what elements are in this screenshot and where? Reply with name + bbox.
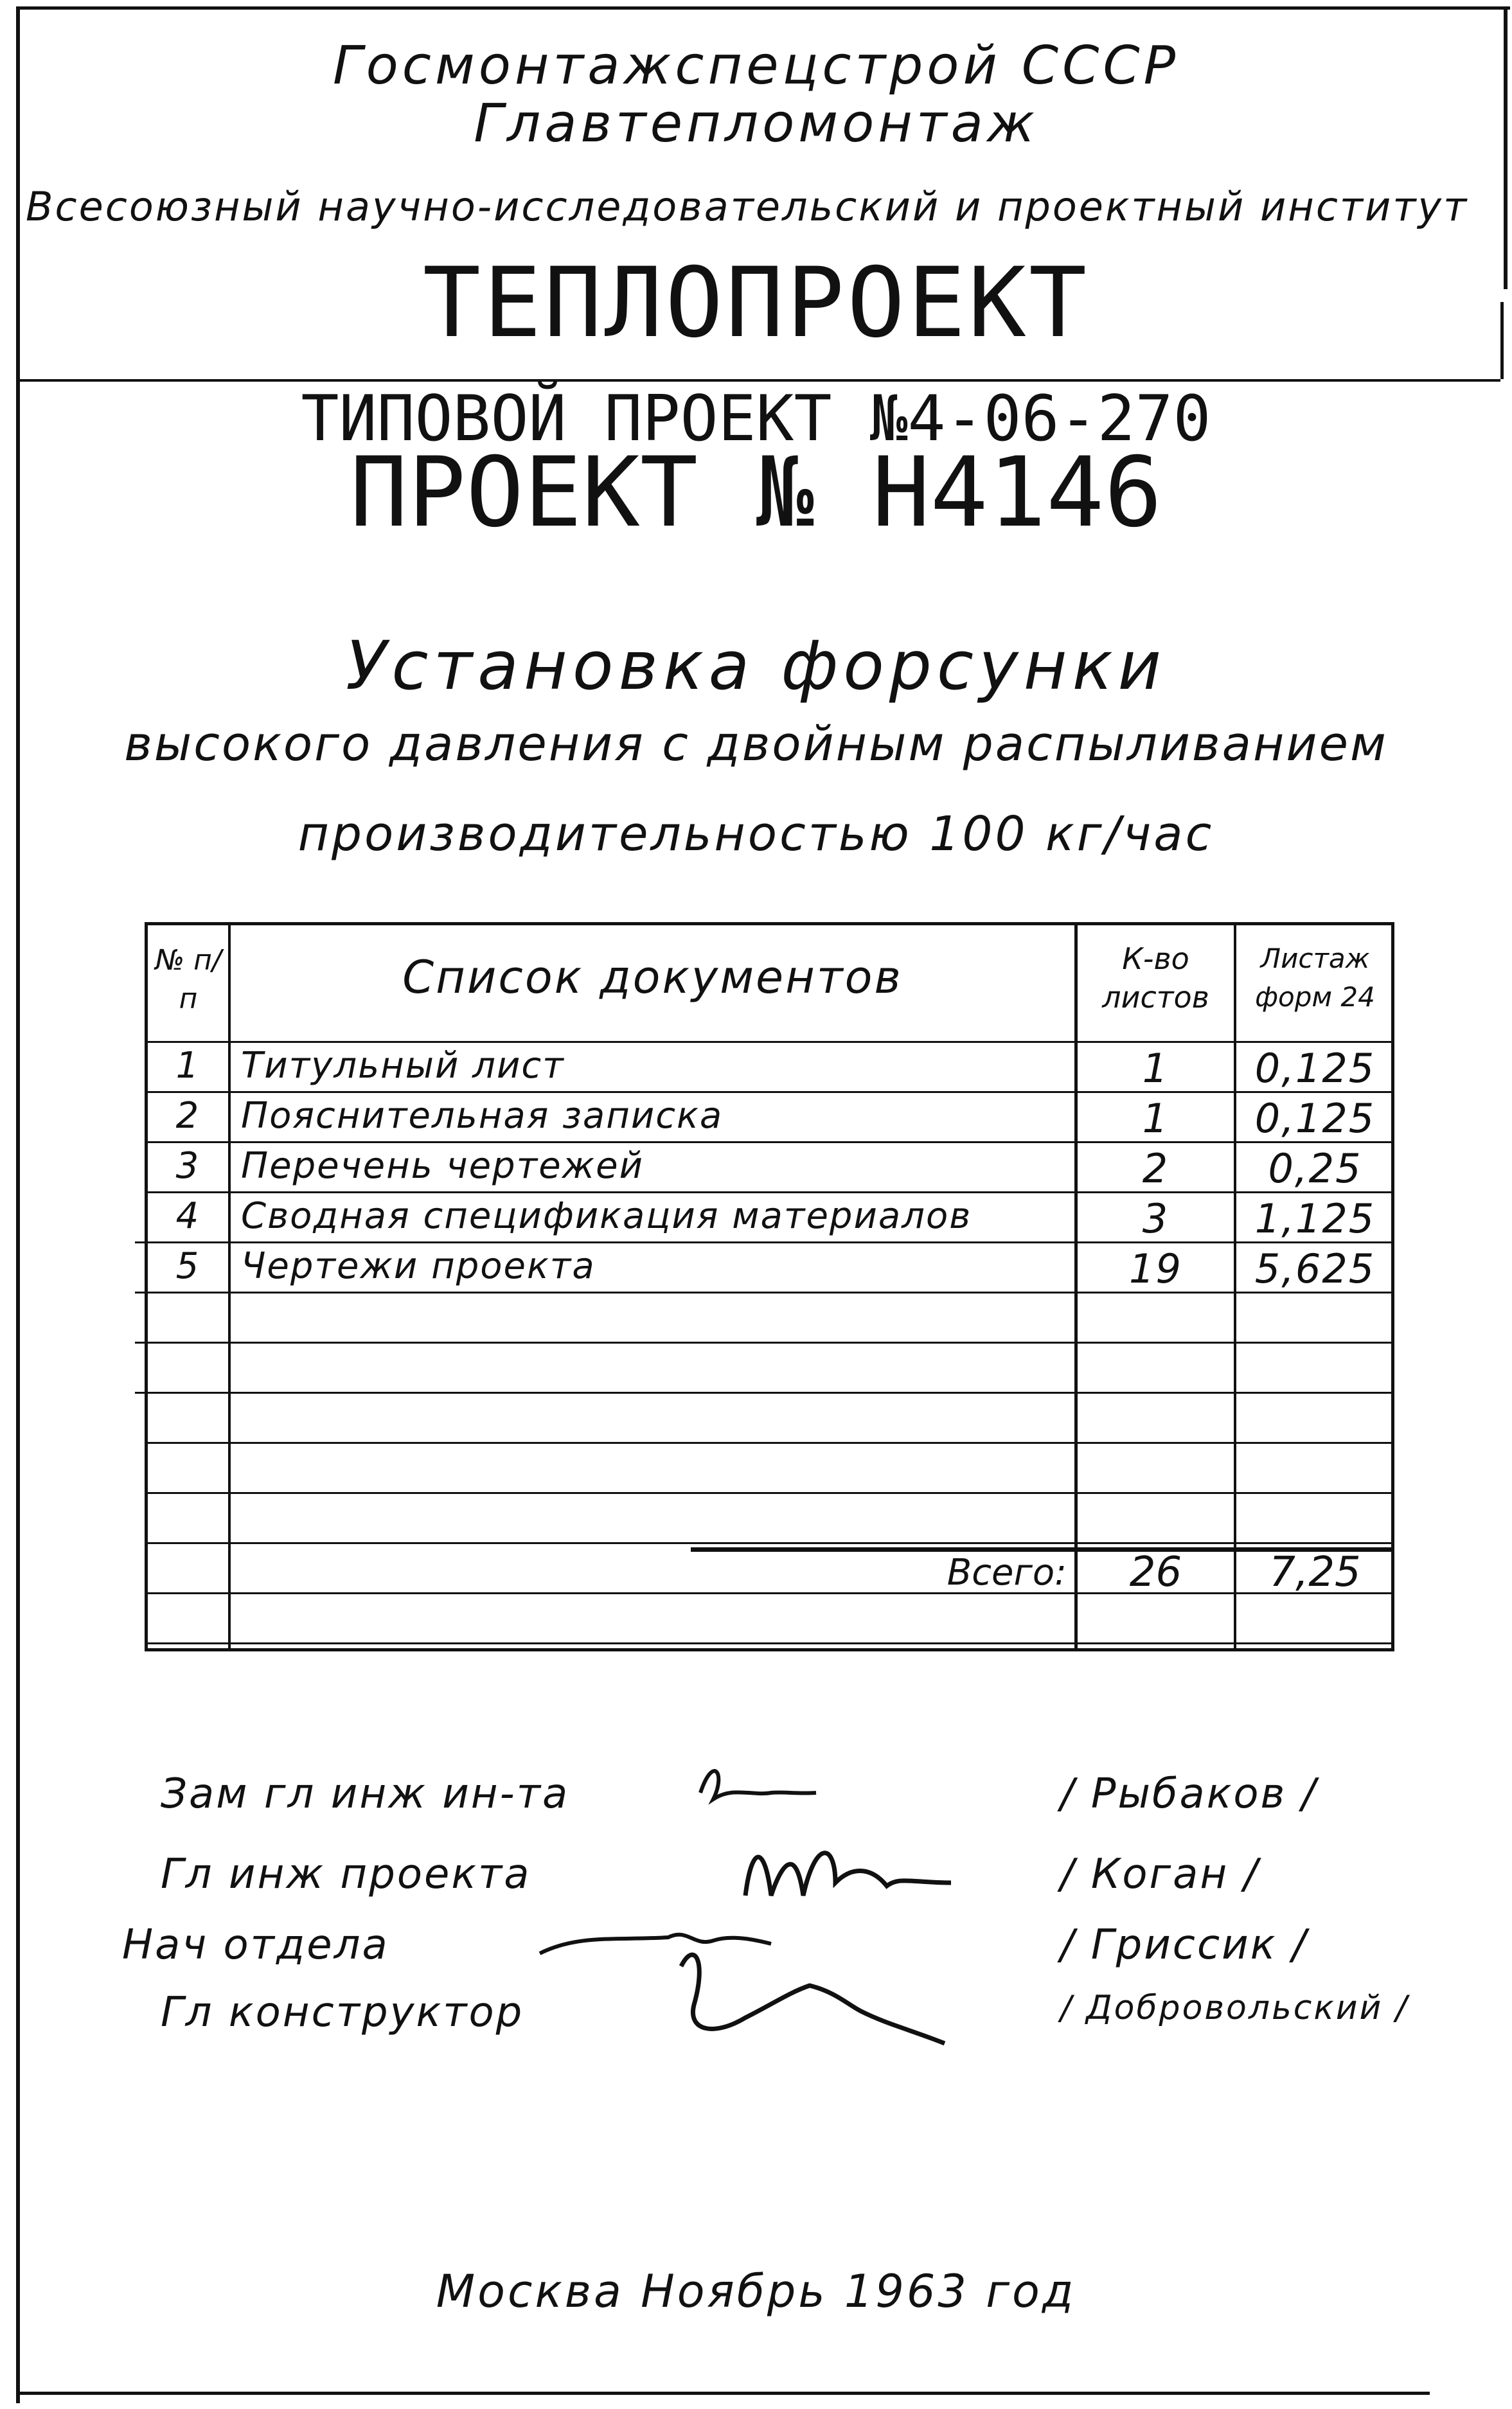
signature-role: Нач отдела [122, 1921, 389, 1969]
org-line-2: Главтепломонтаж [474, 93, 1038, 154]
row-format: 5,625 [1254, 1245, 1376, 1292]
header-name: Список документов [402, 951, 903, 1004]
row-num: 5 [175, 1245, 200, 1287]
place-date: Москва Ноябрь 1963 год [436, 2265, 1076, 2318]
header-divider [16, 379, 1500, 382]
row-num: 3 [175, 1145, 200, 1187]
row-format: 0,25 [1268, 1145, 1362, 1192]
row-divider [148, 1642, 1391, 1644]
top-border [16, 6, 1510, 10]
row-sheets: 2 [1142, 1145, 1170, 1192]
row-format: 0,125 [1254, 1045, 1376, 1092]
signature-name: / Рыбаков / [1060, 1770, 1318, 1818]
row-format: 1,125 [1254, 1195, 1376, 1242]
row-divider [135, 1392, 1391, 1394]
signature-role: Зам гл инж ин-та [161, 1770, 570, 1818]
row-divider [148, 1041, 1391, 1043]
bottom-border [16, 2392, 1430, 2395]
signature-marks [501, 1748, 1080, 2108]
row-divider [148, 1492, 1391, 1494]
row-num: 4 [175, 1195, 200, 1237]
signature-role: Гл инж проекта [161, 1851, 531, 1898]
brand-title: ТЕПЛОПРОЕКТ [422, 247, 1090, 359]
row-sheets: 1 [1142, 1095, 1170, 1142]
row-sheets: 3 [1142, 1195, 1170, 1242]
header-num: № п/п [155, 944, 222, 1015]
row-divider [135, 1342, 1391, 1344]
row-divider [148, 1542, 1391, 1544]
signature-role: Гл конструктор [161, 1989, 524, 2036]
title-line-2: высокого давления с двойным распыливанием [124, 716, 1388, 772]
signature-name: / Добровольский / [1060, 1989, 1409, 2027]
documents-table [145, 922, 1394, 1651]
total-sheets: 26 [1129, 1549, 1182, 1596]
row-format: 0,125 [1254, 1095, 1376, 1142]
row-name: Перечень чертежей [241, 1145, 644, 1187]
row-num: 1 [175, 1045, 200, 1087]
row-divider [148, 1442, 1391, 1444]
row-num: 2 [175, 1095, 200, 1137]
header-format: Листаж форм 24 [1255, 943, 1375, 1013]
row-name: Пояснительная записка [241, 1095, 724, 1137]
row-name: Сводная спецификация материалов [241, 1195, 972, 1237]
row-name: Чертежи проекта [241, 1245, 596, 1287]
col-divider [228, 925, 231, 1648]
left-border [16, 6, 20, 2403]
org-line-3: Всесоюзный научно-исследовательский и проектный институт [26, 183, 1469, 230]
total-format: 7,25 [1269, 1549, 1361, 1596]
row-name: Титульный лист [241, 1045, 565, 1087]
row-sheets: 19 [1129, 1245, 1182, 1292]
typical-project: ТИПОВОЙ ПРОЕКТ №4-06-270 [301, 382, 1211, 456]
org-line-1: Госмонтажспецстрой СССР [332, 35, 1180, 96]
signature-name: / Коган / [1060, 1851, 1260, 1898]
title-line-1: Установка форсунки [345, 627, 1167, 705]
project-number: ПРОЕКТ № Н4146 [350, 437, 1162, 549]
row-sheets: 1 [1142, 1045, 1170, 1092]
total-label: Всего: [947, 1552, 1067, 1594]
header-sheets: К-во листов [1102, 941, 1209, 1015]
title-line-3: производительностью 100 кг/час [298, 806, 1214, 862]
signature-name: / Гриссик / [1060, 1921, 1308, 1969]
